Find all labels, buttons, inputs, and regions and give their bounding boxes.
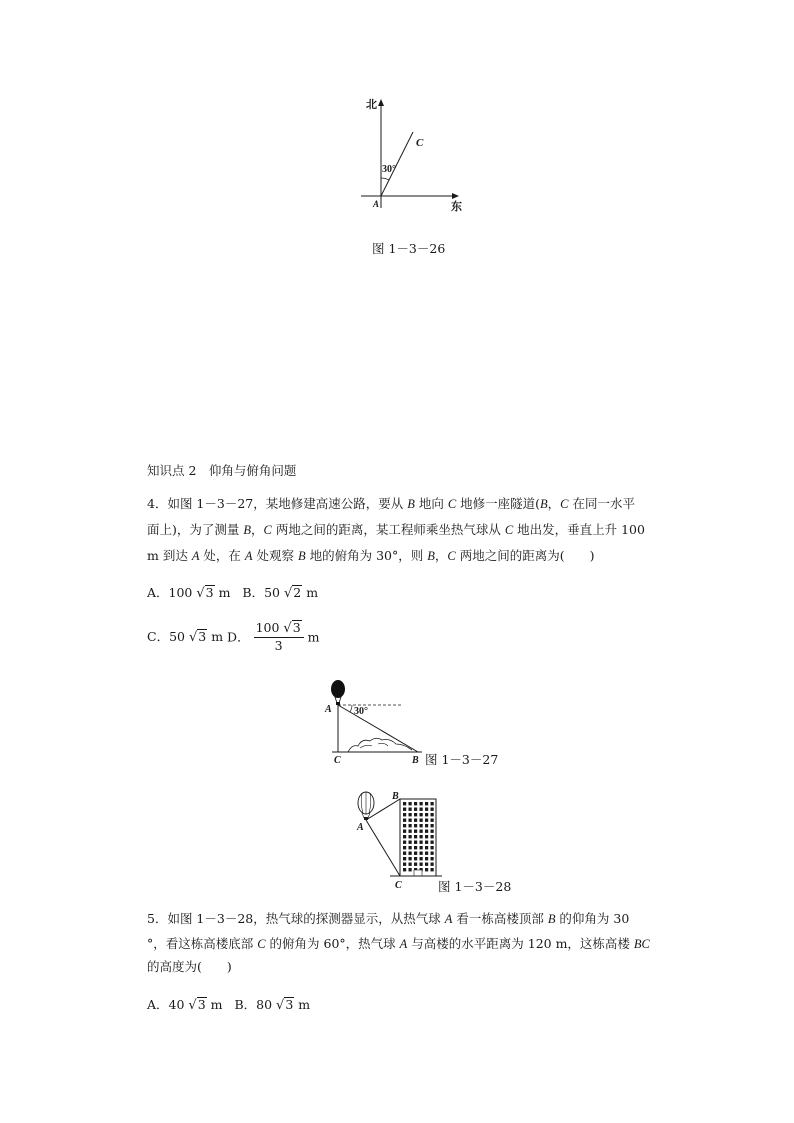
east-arrow-icon: [452, 193, 459, 199]
option-label: A．40: [147, 997, 185, 1012]
window: [409, 830, 412, 833]
q4-text: 地修一座隧道(: [456, 496, 541, 511]
north-arrow-icon: [378, 99, 384, 106]
window: [414, 852, 417, 855]
q4-text: m 到达: [147, 548, 192, 563]
window: [420, 835, 423, 838]
option-label: B．50: [242, 585, 280, 600]
window: [420, 808, 423, 811]
window: [409, 819, 412, 822]
window: [420, 863, 423, 866]
window: [409, 868, 412, 871]
window: [414, 808, 417, 811]
window: [425, 808, 428, 811]
q4-line-1: [147, 494, 635, 514]
q4-options-ab: [147, 583, 318, 604]
mountain-icon: [348, 738, 412, 752]
window: [431, 846, 434, 849]
window: [409, 808, 412, 811]
unit: m: [211, 628, 224, 644]
window: [431, 857, 434, 860]
option-label: B．80: [234, 997, 273, 1012]
q4-text: ，: [434, 548, 448, 563]
window: [420, 852, 423, 855]
q4-text: 处观察: [252, 548, 298, 563]
window: [425, 802, 428, 805]
option-label: A．100: [147, 585, 193, 600]
window: [431, 852, 434, 855]
window: [414, 846, 417, 849]
q4-var: C: [263, 523, 272, 537]
window: [425, 846, 428, 849]
q4-text: 地的俯角为 30°，则: [305, 548, 428, 563]
q5-line-2: [147, 934, 650, 954]
sqrt-symbol: √3: [283, 620, 301, 636]
q5-text: 5．如图 1－3－28，热气球的探测器显示，从热气球: [147, 911, 445, 926]
q4-text: 4．如图 1－3－27，某地修建高速公路，要从: [147, 496, 408, 511]
q4-text: 在同一水平: [568, 496, 635, 511]
unit: m: [307, 629, 320, 644]
north-label: 北: [366, 99, 377, 111]
window: [409, 802, 412, 805]
q4-text: ，: [547, 496, 561, 511]
q5-text: 与高楼的水平距离为 120 m，这栋高楼: [407, 936, 634, 951]
window: [403, 841, 406, 844]
point-c-label: C: [334, 755, 341, 766]
q4-var: C: [560, 497, 569, 511]
window: [414, 835, 417, 838]
segment-ac: [366, 820, 400, 876]
unit: m: [218, 585, 231, 600]
q4-var: B: [298, 549, 306, 563]
q5-line-3: 的高度为( ): [147, 959, 232, 974]
q5-var: A: [399, 937, 408, 951]
window: [403, 852, 406, 855]
window: [425, 863, 428, 866]
window: [425, 824, 428, 827]
figure-1-3-27-caption: 图 1－3－27: [425, 752, 499, 767]
q4-var: B: [407, 497, 415, 511]
q5-var: A: [444, 912, 453, 926]
section-heading: 知识点 2 仰角与俯角问题: [147, 463, 297, 478]
window: [409, 813, 412, 816]
q4-option-c[interactable]: [147, 629, 227, 644]
q4-text: 地出发，垂直上升 100: [513, 522, 645, 537]
window: [431, 819, 434, 822]
window: [431, 824, 434, 827]
q4-option-a[interactable]: [147, 585, 234, 600]
window: [420, 802, 423, 805]
window: [431, 808, 434, 811]
sqrt-symbol: √3: [276, 997, 294, 1013]
q4-var: B: [243, 523, 251, 537]
window: [431, 813, 434, 816]
window: [409, 824, 412, 827]
point-c-label: C: [416, 137, 424, 149]
unit: m: [210, 997, 223, 1012]
window: [414, 863, 417, 866]
window: [414, 813, 417, 816]
fraction-numerator: 100: [255, 620, 280, 635]
window: [409, 846, 412, 849]
q4-var: C: [504, 523, 514, 537]
fraction: [254, 620, 304, 654]
q5-var: BC: [633, 937, 650, 951]
window: [403, 857, 406, 860]
window: [403, 824, 406, 827]
q5-text: 的仰角为 30: [555, 911, 630, 926]
q4-text: 两地之间的距离为( ): [455, 548, 595, 563]
q5-var: B: [547, 912, 556, 926]
window: [420, 813, 423, 816]
window: [414, 819, 417, 822]
window: [414, 830, 417, 833]
q5-options-ab: [147, 995, 310, 1016]
q4-var: A: [191, 549, 200, 563]
window: [409, 835, 412, 838]
q4-var: A: [244, 549, 253, 563]
option-label: C．50: [147, 628, 185, 644]
window: [403, 868, 406, 871]
window: [425, 819, 428, 822]
q4-var: C: [447, 497, 457, 511]
q5-option-a[interactable]: [147, 997, 227, 1012]
figure-1-3-28-caption: 图 1－3－28: [438, 879, 512, 894]
figure-1-3-26-caption: 图 1－3－26: [372, 241, 446, 256]
window: [431, 835, 434, 838]
unit: m: [306, 585, 319, 600]
window: [409, 841, 412, 844]
q4-var: C: [447, 549, 456, 563]
sqrt-symbol: √3: [188, 628, 207, 645]
figure-1-3-28: [350, 790, 450, 890]
window: [403, 802, 406, 805]
window: [409, 852, 412, 855]
window: [431, 830, 434, 833]
point-b-label: B: [412, 755, 419, 766]
window: [403, 835, 406, 838]
q5-text: 看一栋高楼顶部: [452, 911, 548, 926]
q5-line-1: [147, 909, 629, 929]
angle-label: 30°: [354, 706, 368, 717]
window: [403, 808, 406, 811]
unit: m: [298, 997, 311, 1012]
window: [425, 830, 428, 833]
window: [425, 857, 428, 860]
q4-var: B: [540, 497, 548, 511]
q4-option-b[interactable]: [242, 585, 318, 600]
q5-var: C: [257, 937, 266, 951]
east-label: 东: [451, 201, 462, 213]
q4-text: 处，在: [199, 548, 245, 563]
point-a-label: A: [373, 199, 380, 209]
q4-text: 面上)，为了测量: [147, 522, 244, 537]
window: [425, 813, 428, 816]
q4-line-2: [147, 520, 645, 540]
q4-text: 地向: [414, 496, 448, 511]
figure-1-3-26: [355, 96, 465, 214]
window: [431, 863, 434, 866]
angle-arc: [381, 178, 389, 180]
q5-option-b[interactable]: [234, 997, 310, 1012]
point-a-label: A: [357, 822, 364, 833]
point-c-label: C: [395, 880, 402, 890]
q4-options-cd: [147, 620, 320, 654]
window: [420, 819, 423, 822]
window: [403, 846, 406, 849]
window: [414, 824, 417, 827]
sqrt-symbol: √3: [188, 997, 206, 1013]
window: [420, 846, 423, 849]
figure-1-3-27: [322, 678, 426, 766]
q4-text: ，: [251, 522, 264, 537]
q5-text: 的俯角为 60°，热气球: [265, 936, 400, 951]
angle-label: 30°: [382, 164, 396, 175]
q4-var: B: [427, 549, 435, 563]
window: [420, 830, 423, 833]
window: [414, 857, 417, 860]
door: [414, 870, 422, 876]
window: [420, 857, 423, 860]
q5-text: °，看这栋高楼底部: [147, 936, 258, 951]
point-b-label: B: [392, 791, 399, 802]
window: [425, 835, 428, 838]
fraction-denominator: 3: [274, 638, 283, 653]
window: [403, 819, 406, 822]
window: [403, 813, 406, 816]
window: [409, 863, 412, 866]
window: [403, 830, 406, 833]
q4-option-d[interactable]: [227, 620, 320, 653]
option-label: D．: [227, 629, 250, 644]
window: [431, 802, 434, 805]
window: [409, 857, 412, 860]
segment-ab: [338, 705, 418, 752]
balloon-icon: [331, 680, 345, 698]
window: [431, 868, 434, 871]
window: [420, 824, 423, 827]
window: [414, 802, 417, 805]
window: [420, 841, 423, 844]
sqrt-symbol: √3: [196, 585, 214, 601]
q4-text: 两地之间的距离，某工程师乘坐热气球从: [271, 522, 505, 537]
q4-line-3: [147, 546, 594, 566]
window: [414, 841, 417, 844]
window: [425, 868, 428, 871]
window: [425, 841, 428, 844]
sqrt-symbol: √2: [283, 585, 302, 601]
window: [431, 841, 434, 844]
point-a-label: A: [325, 704, 332, 715]
window: [403, 863, 406, 866]
window: [425, 852, 428, 855]
